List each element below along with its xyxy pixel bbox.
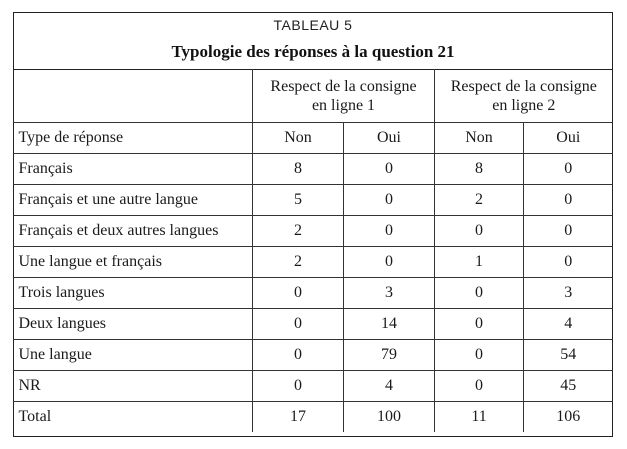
group-header-text: en ligne 2 (492, 97, 556, 114)
value-cell: 8 (435, 154, 524, 185)
value-cell: 0 (253, 371, 344, 402)
value-cell: 11 (435, 402, 524, 433)
row-label: NR (13, 371, 253, 402)
row-label: Français et une autre langue (13, 185, 253, 216)
table-body (13, 154, 613, 433)
table-title: Typologie des réponses à la question 21 (171, 42, 455, 61)
response-typology-table (13, 69, 613, 432)
row-label: Une langue et français (13, 247, 253, 278)
value-cell: 0 (253, 278, 344, 309)
value-cell: 0 (253, 309, 344, 340)
value-cell: 0 (524, 185, 613, 216)
row-header-label: Type de réponse (13, 123, 253, 154)
row-label: Trois langues (13, 278, 253, 309)
value-cell: 2 (435, 185, 524, 216)
sub-header-oui: Oui (344, 123, 435, 154)
value-cell: 0 (524, 154, 613, 185)
value-cell: 4 (524, 309, 613, 340)
value-cell: 100 (344, 402, 435, 433)
value-cell: 0 (435, 216, 524, 247)
value-cell: 0 (435, 371, 524, 402)
table-row (13, 247, 613, 278)
group-header-row (13, 70, 613, 123)
value-cell: 8 (253, 154, 344, 185)
sub-header-non: Non (435, 123, 524, 154)
row-label: Français et deux autres langues (13, 216, 253, 247)
value-cell: 0 (253, 340, 344, 371)
value-cell: 0 (435, 340, 524, 371)
value-cell: 0 (344, 185, 435, 216)
row-label: Français (13, 154, 253, 185)
value-cell: 0 (435, 278, 524, 309)
empty-corner-cell (13, 70, 253, 123)
table-frame (13, 12, 613, 437)
table-row (13, 185, 613, 216)
table-row (13, 340, 613, 371)
group-header-text: Respect de la consigne (450, 78, 597, 95)
row-label: Une langue (13, 340, 253, 371)
table-row (13, 402, 613, 433)
table-row (13, 154, 613, 185)
table-row (13, 371, 613, 402)
value-cell: 0 (524, 247, 613, 278)
group-header-text: en ligne 1 (311, 97, 376, 114)
value-cell: 0 (344, 247, 435, 278)
table-row (13, 216, 613, 247)
value-cell: 0 (435, 309, 524, 340)
group-header-line-2 (435, 70, 613, 123)
value-cell: 2 (253, 216, 344, 247)
sub-header-oui: Oui (524, 123, 613, 154)
sub-header-non: Non (253, 123, 344, 154)
group-header-line-1 (253, 70, 435, 123)
row-label: Deux langues (13, 309, 253, 340)
sub-header-row (13, 123, 613, 154)
value-cell: 106 (524, 402, 613, 433)
value-cell: 0 (524, 216, 613, 247)
group-header-text: Respect de la consigne (270, 78, 417, 95)
value-cell: 5 (253, 185, 344, 216)
value-cell: 2 (253, 247, 344, 278)
value-cell: 79 (344, 340, 435, 371)
value-cell: 0 (344, 154, 435, 185)
value-cell: 45 (524, 371, 613, 402)
value-cell: 54 (524, 340, 613, 371)
table-row (13, 309, 613, 340)
value-cell: 17 (253, 402, 344, 433)
value-cell: 0 (344, 216, 435, 247)
value-cell: 4 (344, 371, 435, 402)
value-cell: 3 (344, 278, 435, 309)
table-caption: TABLEAU 5 (273, 17, 353, 33)
value-cell: 3 (524, 278, 613, 309)
value-cell: 1 (435, 247, 524, 278)
table-row (13, 278, 613, 309)
value-cell: 14 (344, 309, 435, 340)
row-label: Total (13, 402, 253, 433)
